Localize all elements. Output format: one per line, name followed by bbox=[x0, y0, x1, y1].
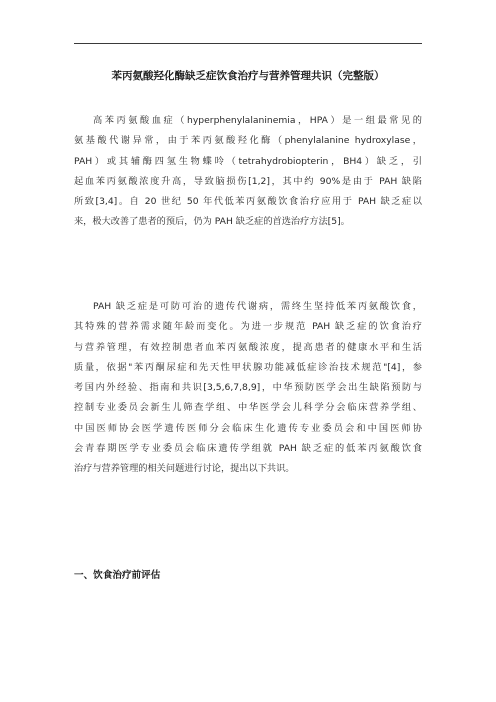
paragraph-line: PAH 缺乏症是可防可治的遗传代谢病，需终生坚持低苯丙氨酸饮食， bbox=[93, 301, 422, 312]
paragraph-line: 起血苯丙氨酸浓度升高，导致脑损伤[1,2]，其中约 90%是由于 PAH 缺陷 bbox=[74, 175, 422, 187]
paragraph-line: 会青春期医学专业委员会临床遗传学组就 PAH 缺乏症的低苯丙氨酸饮食 bbox=[74, 443, 422, 455]
paragraph-line: 质量，依据"苯丙酮尿症和先天性甲状腺功能减低症诊治技术规范"[4]，参 bbox=[74, 361, 422, 373]
paragraph-line: 高苯丙氨酸血症（hyperphenylalaninemia，HPA）是一组最常见的 bbox=[93, 115, 422, 126]
paragraph-line: 治疗与营养管理的相关问题进行讨论，提出以下共识。 bbox=[74, 463, 295, 475]
paragraph-consensus-background bbox=[74, 297, 422, 480]
document-title: 苯丙氨酸羟化酶缺乏症饮食治疗与营养管理共识（完整版） bbox=[111, 70, 385, 82]
paragraph-line: 与营养管理，有效控制患者血苯丙氨酸浓度，提高患者的健康水平和生活 bbox=[74, 341, 422, 353]
paragraph-line: 中国医师协会医学遗传医师分会临床生化遗传专业委员会和中国医师协 bbox=[74, 422, 422, 434]
paragraph-line: 所致[3,4]。自 20 世纪 50 年代低苯丙氨酸饮食治疗应用于 PAH 缺乏症以 bbox=[74, 196, 422, 208]
paragraph-line: 控制专业委员会新生儿筛查学组、中华医学会儿科学分会临床营养学组、 bbox=[74, 402, 422, 414]
section-heading: 一、饮食治疗前评估 bbox=[74, 570, 161, 581]
paragraph-intro bbox=[74, 111, 422, 233]
paragraph-line: PAH）或其辅酶四氢生物蝶呤（tetrahydrobiopterin，BH4）缺乏，引 bbox=[74, 155, 422, 167]
paragraph-line: 其特殊的营养需求随年龄而变化。为进一步规范 PAH 缺乏症的饮食治疗 bbox=[74, 321, 422, 333]
header-rule bbox=[74, 43, 422, 44]
paragraph-line: 考国内外经验、指南和共识[3,5,6,7,8,9]，中华预防医学会出生缺陷预防与 bbox=[74, 382, 422, 394]
paragraph-line: 氨基酸代谢异常，由于苯丙氨酸羟化酶（phenylalanine hydroxylase， bbox=[74, 135, 422, 147]
paragraph-line: 来，极大改善了患者的预后，仍为 PAH 缺乏症的首选治疗方法[5]。 bbox=[74, 216, 350, 228]
